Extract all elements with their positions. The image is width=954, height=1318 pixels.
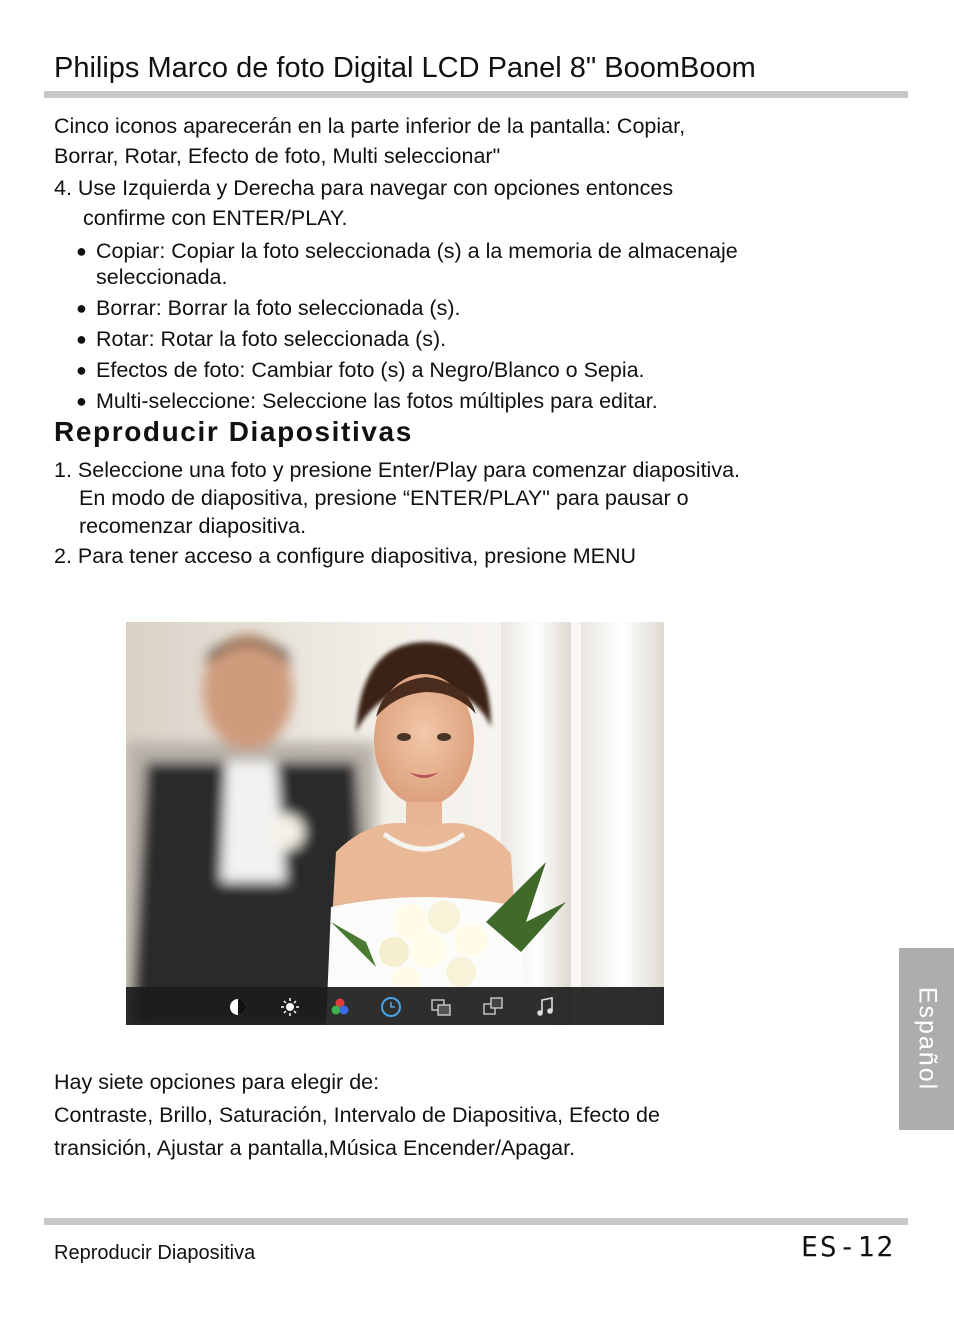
step-4-line: 4. Use Izquierda y Derecha para navegar con opciones entonces [54, 176, 674, 200]
page-title: Philips Marco de foto Digital LCD Panel 8" BoomBoom [54, 52, 756, 84]
header-divider [44, 91, 908, 98]
step-2-line: 2. Para tener acceso a configure diapositiva, presione MENU [54, 544, 637, 568]
bullet-icon: ● [76, 391, 87, 411]
slideshow-screenshot [126, 622, 664, 1025]
bullet-icon: ● [76, 298, 87, 318]
bullet-text: Multi-seleccione: Seleccione las fotos múltiples para editar. [96, 389, 658, 413]
bullet-icon: ● [76, 360, 87, 380]
step-1-line: En modo de diapositiva, presione “ENTER/PLAY" para pausar o [79, 486, 689, 510]
step-4 [54, 173, 673, 233]
bullet-icon: ● [76, 329, 87, 349]
slideshow-steps [54, 456, 740, 570]
bullet-text: Copiar: Copiar la foto seleccionada (s) a la memoria de almacenaje [96, 239, 738, 263]
list-item [76, 238, 738, 290]
language-tab-label: Español [913, 986, 941, 1092]
options-paragraph [54, 1066, 660, 1165]
list-item [76, 388, 738, 414]
step-1-line: recomenzar diapositiva. [79, 514, 307, 538]
bride-photo [126, 622, 664, 1025]
step-4-line: confirme con ENTER/PLAY. [83, 206, 348, 230]
bullet-text: Rotar: Rotar la foto seleccionada (s). [96, 327, 447, 351]
bullet-icon: ● [76, 241, 87, 261]
step-1-line: 1. Seleccione una foto y presione Enter/Play para comenzar diapositiva. [54, 458, 741, 482]
intro-line: Cinco iconos aparecerán en la parte inferior de la pantalla: Copiar, [54, 114, 686, 138]
language-tab [899, 948, 954, 1130]
intro-line: Borrar, Rotar, Efecto de foto, Multi seleccionar" [54, 144, 501, 168]
bullet-text: seleccionada. [96, 265, 228, 289]
page-number: ES-12 [801, 1230, 896, 1263]
section-heading: Reproducir Diapositivas [54, 416, 413, 447]
contrast-icon [230, 999, 246, 1015]
intro-paragraph [54, 111, 685, 171]
options-line: Hay siete opciones para elegir de: [54, 1070, 380, 1094]
options-line: Contraste, Brillo, Saturación, Intervalo de Diapositiva, Efecto de [54, 1103, 660, 1127]
list-item [76, 357, 738, 383]
bullet-text: Borrar: Borrar la foto seleccionada (s). [96, 296, 461, 320]
list-item [76, 326, 738, 352]
footer-section-label: Reproducir Diapositiva [54, 1242, 256, 1264]
bullet-list [76, 238, 738, 419]
list-item [76, 295, 738, 321]
footer-divider [44, 1218, 908, 1225]
options-line: transición, Ajustar a pantalla,Música Encender/Apagar. [54, 1136, 576, 1160]
bullet-text: Efectos de foto: Cambiar foto (s) a Negro/Blanco o Sepia. [96, 358, 645, 382]
